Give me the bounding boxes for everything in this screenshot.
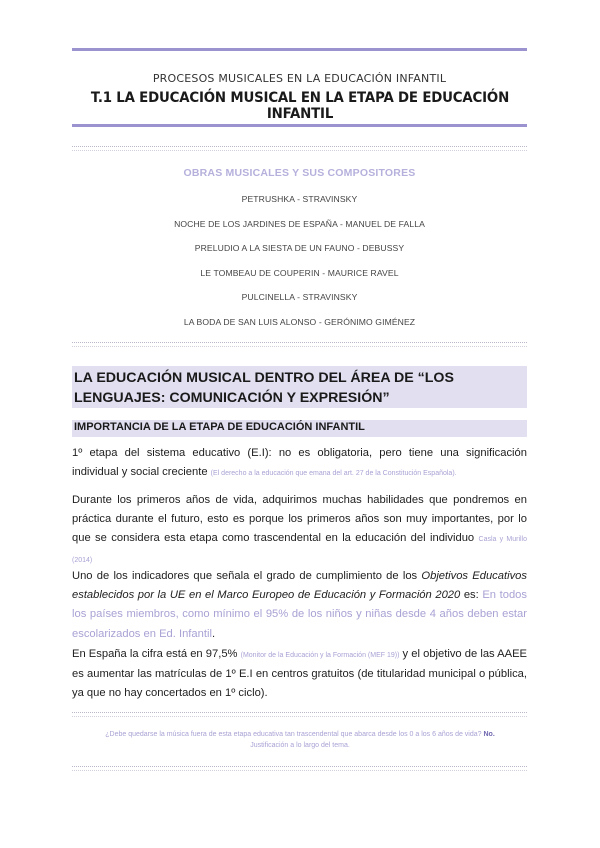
works-top-divider [72, 146, 527, 147]
list-item: PETRUSHKA - STRAVINSKY [241, 194, 358, 204]
works-list [72, 194, 527, 342]
paragraph-3-end: . [211, 627, 216, 640]
question-bottom-divider [72, 766, 527, 767]
question-answer: No. [483, 731, 495, 738]
works-top-divider-2 [72, 150, 527, 151]
list-item: NOCHE DE LOS JARDINES DE ESPAÑA - MANUEL DE FALLA [174, 218, 425, 229]
paragraph-3-connector: es: [460, 589, 483, 602]
paragraph-4-text-2: y el objetivo de las AAEE es aumentar las matrículas de 1º E.I en centros gratuitos (de titularidad municipal o pública, ya que no hay concertados en 1º ciclo). [72, 648, 527, 700]
citation-constitution: (El derecho a la educación que emana del art. 27 de la Constitución Española). [210, 470, 457, 478]
paragraph-1 [72, 444, 527, 483]
works-bottom-divider [72, 342, 527, 343]
question-text: ¿Debe quedarse la música fuera de esta etapa educativa tan trascendental que abarca desde los 0 a los 6 años de vida? [105, 731, 484, 738]
paragraph-2 [72, 491, 527, 570]
target-highlight: En todos los países miembros, como mínimo el 95% de los niños y niñas desde 4 años deben estar escolarizados en Ed. Infantil [72, 589, 527, 640]
works-heading: OBRAS MUSICALES Y SUS COMPOSITORES [183, 167, 416, 179]
paragraph-3 [72, 567, 527, 644]
list-item: LA BODA DE SAN LUIS ALONSO - GERÓNIMO GIMÉNEZ [183, 316, 416, 327]
works-bottom-divider-2 [72, 346, 527, 347]
header-top-rule [72, 48, 527, 51]
page-title: T.1 LA EDUCACIÓN MUSICAL EN LA ETAPA DE EDUCACIÓN INFANTIL [90, 90, 510, 122]
paragraph-4 [72, 645, 527, 704]
citation-casla-murillo: Casla y Murillo (2014) [72, 536, 528, 564]
question-top-divider-2 [72, 716, 527, 717]
section-heading: LA EDUCACIÓN MUSICAL DENTRO DEL ÁREA DE “LOS LENGUAJES: COMUNICACIÓN Y EXPRESIÓN” [74, 370, 454, 406]
question-bottom-divider-2 [72, 770, 527, 771]
course-supertitle: PROCESOS MUSICALES EN LA EDUCACIÓN INFANTIL [152, 72, 447, 85]
list-item: PULCINELLA - STRAVINSKY [241, 292, 358, 303]
subheading: IMPORTANCIA DE LA ETAPA DE EDUCACIÓN INFANTIL [74, 421, 365, 433]
reflection-question [90, 729, 510, 751]
question-tail: Justificación a lo largo del tema. [250, 742, 350, 749]
paragraph-3-text: Uno de los indicadores que señala el grado de cumplimiento de los [72, 570, 422, 582]
list-item: PRELUDIO A LA SIESTA DE UN FAUNO - DEBUSSY [194, 243, 405, 254]
header-bottom-rule [72, 124, 527, 127]
objectives-italic: Objetivos Educativos establecidos por la UE en el Marco Europeo de Educación y Formación 2020 [72, 570, 527, 602]
question-top-divider [72, 712, 527, 713]
paragraph-4-text: En España la cifra está en 97,5% [72, 648, 241, 660]
paragraph-2-text: Durante los primeros años de vida, adquirimos muchas habilidades que pondremos en práctica durante el futuro, esto es porque los primeros años son muy importantes, por lo que se considera esta etapa como trascendental en la educación del individuo [72, 494, 527, 545]
citation-mef: (Monitor de la Educación y la Formación (MEF 19)) [240, 652, 400, 659]
paragraph-1-text: 1º etapa del sistema educativo (E.I): no es obligatoria, pero tiene una significación individual y social creciente [72, 447, 527, 479]
list-item: LE TOMBEAU DE COUPERIN - MAURICE RAVEL [200, 267, 399, 278]
